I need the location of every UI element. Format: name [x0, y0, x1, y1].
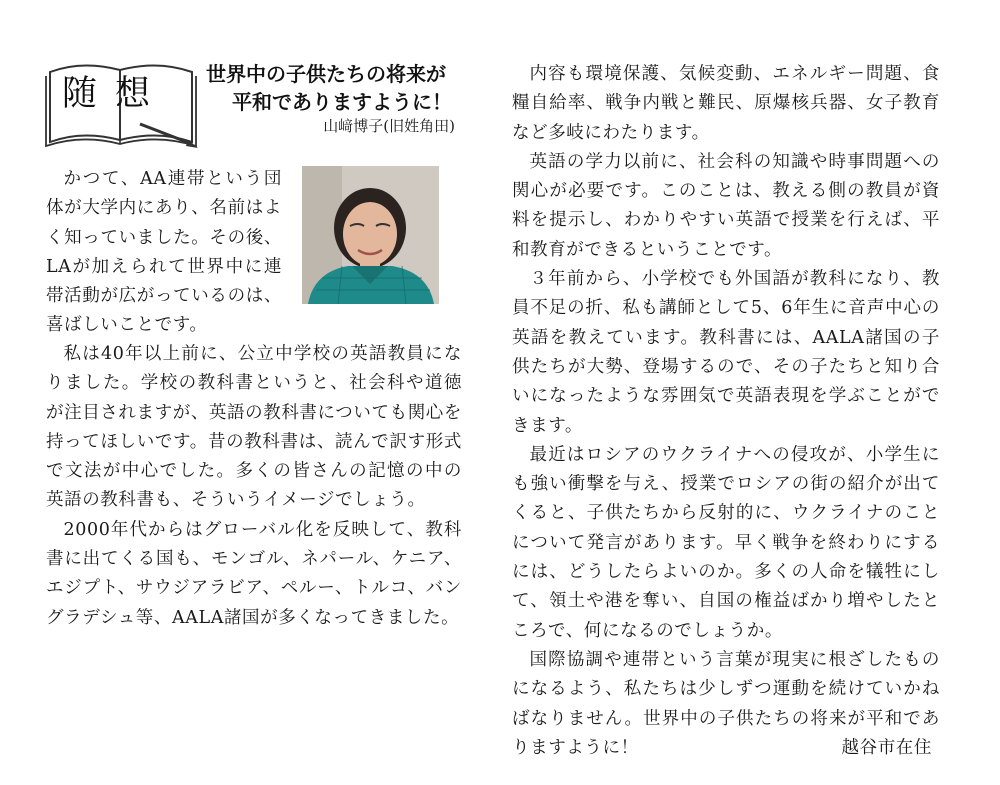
left-column [46, 340, 462, 633]
article-title [206, 60, 456, 116]
title-line-1: 世界中の子供たちの将来が [206, 62, 446, 86]
column-label: 随想 [62, 74, 169, 114]
paragraph-2: 私は40年以上前に、公立中学校の英語教員になりました。学校の教科書というと、社会科や道徳が注目されますが、英語の教科書についても関心を持ってほしいです。昔の教科書は、読んで訳す形式で文法が中心でした。多くの皆さんの記憶の中の英語の教科書も、そういうイメージでしょう。 [46, 344, 462, 511]
author-byline: 山﨑博子(旧姓角田) [323, 117, 455, 135]
intro-paragraph [46, 165, 282, 341]
paragraph-8 [512, 646, 940, 763]
closing-text: 国際協調や連帯という言葉が現実に根ざしたものになるよう、私たちは少しずつ運動を続けていかねばなりません。世界中の子供たちの将来が平和でありますように！ [512, 649, 940, 758]
author-photo [302, 166, 439, 304]
paragraph-3: 2000年代からはグローバル化を反映して、教科書に出てくる国も、モンゴル、ネパール、ケニア、エジプト、サウジアラビア、ペルー、トルコ、バングラデシュ等、AALA諸国が多くなってきました。 [46, 519, 462, 628]
title-line-2: 平和でありますように！ [232, 90, 452, 114]
paragraph-7: 最近はロシアのウクライナへの侵攻が、小学生にも強い衝撃を与え、授業でロシアの街の紹介が出てくると、子供たちから反射的に、ウクライナのことについて発言があります。早く戦争を終わりにするには、どうしたらよいのか。多くの人命を犠牲にして、領土や港を奪い、自国の権益ばかり増やしたところで、何になるのでしょうか。 [512, 444, 940, 641]
paragraph-5: 英語の学力以前に、社会科の知識や時事問題への関心が必要です。このことは、教える側の教員が資料を提示し、わかりやすい英語で授業を行えば、平和教育ができるということです。 [512, 151, 940, 260]
paragraph-4: 内容も環境保護、気候変動、エネルギー問題、食糧自給率、戦争内戦と難民、原爆核兵器、女子教育など多岐にわたります。 [512, 64, 940, 143]
right-column [512, 60, 940, 763]
portrait-image [302, 166, 439, 304]
paragraph-6: ３年前から、小学校でも外国語が教科になり、教員不足の折、私も講師として5、6年生に音声中心の英語を教えています。教科書には、AALA諸国の子供たちが大勢、登場するので、その子たちと知り合いになったような雰囲気で英語表現を学ぶことができます。 [512, 269, 940, 436]
signature-location: 越谷市在住 [841, 737, 932, 758]
paragraph-intro: かつて、AA連帯という団体が大学内にあり、名前はよく知っていました。その後、LAが加えられて世界中に連帯活動が広がっているのは、喜ばしいことです。 [46, 169, 282, 336]
